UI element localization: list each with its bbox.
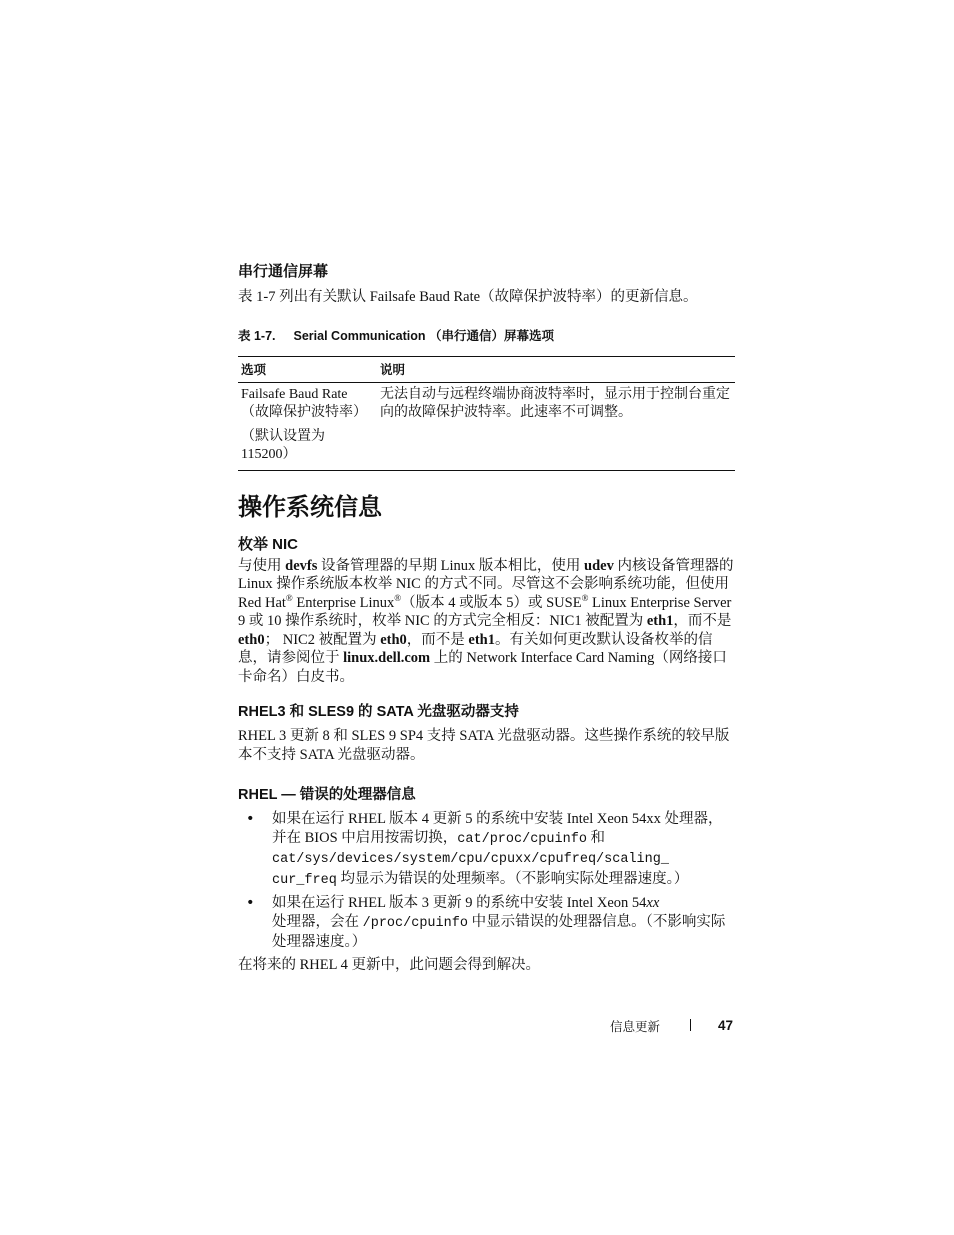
term-devfs: devfs bbox=[285, 557, 318, 574]
term-eth0: eth0 bbox=[380, 631, 407, 648]
footer-label: 信息更新 bbox=[610, 1020, 661, 1034]
cell-option bbox=[238, 382, 377, 470]
code-cpuinfo: cat/proc/cpuinfo bbox=[457, 831, 587, 847]
serial-intro: 表 1-7 列出有关默认 Failsafe Baud Rate（故障保护波特率）的更新信息。 bbox=[238, 289, 698, 305]
bullet-icon: • bbox=[246, 811, 255, 827]
table-row bbox=[238, 382, 735, 470]
table-caption-title: Serial Communication （串行通信）屏幕选项 bbox=[293, 328, 554, 343]
page-number: 47 bbox=[717, 1018, 733, 1033]
col-header-description: 说明 bbox=[377, 356, 735, 382]
term-eth1: eth1 bbox=[646, 613, 674, 629]
footer-separator bbox=[690, 1019, 691, 1031]
cell-description: 无法自动与远程终端协商波特率时，显示用于控制台重定向的故障保护波特率。此速率不可调整。 bbox=[377, 382, 735, 470]
bullet-icon: • bbox=[246, 895, 255, 911]
term-udev: udev bbox=[584, 557, 614, 574]
text: 内核设备管理器的 Linux 操作系统版本枚举 NIC 的方式不同。尽管这不会影响系统功能，但使用 Red Hat bbox=[238, 557, 734, 611]
term-eth0: eth0 bbox=[238, 631, 265, 648]
text: 处理器，会在 bbox=[272, 913, 363, 930]
text: 均显示为错误的处理频率。（不影响实际处理器速度。） bbox=[336, 870, 689, 887]
page-footer bbox=[610, 1016, 736, 1036]
code-proc-cpuinfo: /proc/cpuinfo bbox=[362, 915, 468, 931]
registered-mark: ® bbox=[285, 592, 293, 603]
serial-options-table bbox=[238, 356, 735, 471]
text: 。有关如何更改默认设备枚举的信息，请参阅位于 bbox=[238, 631, 713, 666]
text: 设备管理器的早期 Linux 版本相比，使用 bbox=[317, 557, 584, 574]
link-linux-dell[interactable]: linux.dell.com bbox=[343, 650, 431, 666]
text: Enterprise Linux bbox=[292, 594, 395, 611]
code-cur-freq: cur_freq bbox=[272, 872, 337, 888]
text: Linux Enterprise Server 9 或 10 操作系统时，枚举 NIC 的方式完全相反：NIC1 被配置为 bbox=[238, 594, 732, 629]
serial-section-heading: 串行通信屏幕 bbox=[238, 263, 329, 280]
page-content bbox=[238, 262, 736, 974]
text: ； NIC2 被配置为 bbox=[264, 631, 381, 648]
sata-heading: RHEL3 和 SLES9 的 SATA 光盘驱动器支持 bbox=[238, 704, 519, 720]
code-scaling-path: cat/sys/devices/system/cpu/cpuxx/cpufreq/scaling_ bbox=[272, 852, 669, 867]
table-caption-number: 表 1-7. bbox=[238, 328, 276, 343]
text: 上的 Network Interface Card Naming（网络接口卡命名）白皮书。 bbox=[238, 650, 727, 685]
text: ，而不是 bbox=[406, 631, 469, 648]
table-caption bbox=[238, 328, 736, 344]
nic-paragraph bbox=[238, 557, 736, 687]
registered-mark: ® bbox=[581, 592, 589, 603]
rhel-heading: RHEL — 错误的处理器信息 bbox=[238, 787, 416, 803]
text: 中显示错误的处理器信息。（不影响实际处理器速度。） bbox=[272, 913, 726, 950]
option-default-value: 115200） bbox=[241, 446, 297, 462]
text-xx: xx bbox=[646, 895, 660, 911]
text: 与使用 bbox=[238, 557, 286, 574]
table-header-row bbox=[238, 356, 735, 382]
rhel-closing: 在将来的 RHEL 4 更新中，此问题会得到解决。 bbox=[238, 956, 540, 973]
nic-heading: 枚举 NIC bbox=[238, 535, 299, 553]
col-header-option: 选项 bbox=[238, 356, 377, 382]
text: ，而不是 bbox=[673, 613, 732, 629]
text: 和 bbox=[586, 829, 606, 846]
rhel-bullet-list bbox=[238, 810, 736, 952]
registered-mark: ® bbox=[394, 592, 402, 603]
term-eth1: eth1 bbox=[468, 631, 496, 648]
sata-paragraph: RHEL 3 更新 8 和 SLES 9 SP4 支持 SATA 光盘驱动器。这些操作系统的较早版本不支持 SATA 光盘驱动器。 bbox=[238, 728, 730, 763]
list-item bbox=[238, 810, 736, 890]
os-section-heading: 操作系统信息 bbox=[238, 493, 382, 521]
option-name-cn: （故障保护波特率） bbox=[241, 404, 367, 420]
option-default-label: （默认设置为 bbox=[241, 428, 325, 444]
text: 如果在运行 RHEL 版本 3 更新 9 的系统中安装 Intel Xeon 54 bbox=[272, 895, 647, 911]
text: （版本 4 或版本 5）或 SUSE bbox=[401, 594, 582, 611]
text: 如果在运行 RHEL 版本 4 更新 5 的系统中安装 Intel Xeon 54xx 处理器，并在 BIOS 中启用按需切换， bbox=[272, 811, 723, 846]
option-name: Failsafe Baud Rate bbox=[241, 386, 348, 402]
list-item bbox=[238, 894, 736, 952]
